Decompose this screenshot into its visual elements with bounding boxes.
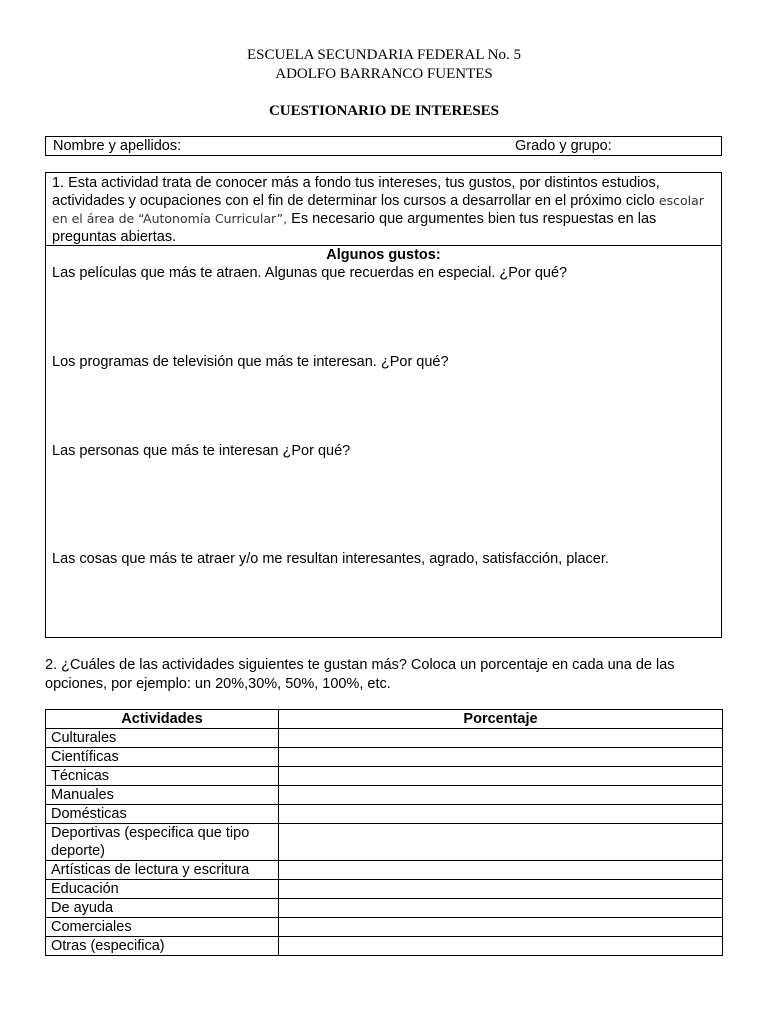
activity-label: Culturales: [46, 729, 279, 748]
prompt-tv-programs: Los programas de televisión que más te interesan. ¿Por qué?: [52, 354, 449, 370]
grade-label: Grado y grupo:: [515, 138, 612, 154]
name-label: Nombre y apellidos:: [53, 138, 182, 154]
question1-answers-box: [45, 245, 722, 638]
table-row: [46, 899, 723, 918]
activity-label: Comerciales: [46, 918, 279, 937]
percentage-cell[interactable]: [279, 937, 723, 956]
school-line: ESCUELA SECUNDARIA FEDERAL No. 5: [246, 47, 522, 63]
prompt-people: Las personas que más te interesan ¿Por qué?: [52, 443, 351, 459]
activity-label: Domésticas: [46, 805, 279, 824]
percentage-cell[interactable]: [279, 918, 723, 937]
percentage-cell[interactable]: [279, 729, 723, 748]
percentage-cell[interactable]: [279, 824, 723, 861]
table-row: [46, 824, 723, 861]
percentage-cell[interactable]: [279, 786, 723, 805]
question1-intro-part2: escolar en el área de “Autonomía Curricular”,: [52, 193, 704, 226]
activity-label: Educación: [46, 880, 279, 899]
activity-label: Manuales: [46, 786, 279, 805]
question1-intro-part3: Es necesario que argumentes bien tus respuestas en las preguntas abiertas.: [52, 211, 657, 245]
percentage-cell[interactable]: [279, 805, 723, 824]
table-row: [46, 767, 723, 786]
section-title: Algunos gustos:: [326, 247, 441, 263]
activities-table: [45, 709, 723, 956]
activity-label: Otras (especifica): [46, 937, 279, 956]
table-row: [46, 805, 723, 824]
question2-text: 2. ¿Cuáles de las actividades siguientes te gustan más? Coloca un porcentaje en cada una de las opciones, por ejemplo: un 20%,30%, 50%, 100%, etc.: [45, 657, 675, 692]
table-row: [46, 748, 723, 767]
table-row: [46, 937, 723, 956]
table-row: [46, 861, 723, 880]
percentage-cell[interactable]: [279, 767, 723, 786]
table-row: [46, 786, 723, 805]
table-header-row: [46, 710, 723, 729]
activity-label: Artísticas de lectura y escritura: [46, 861, 279, 880]
school-name: ADOLFO BARRANCO FUENTES: [275, 66, 493, 82]
student-info-box: [45, 136, 722, 156]
table-row: [46, 880, 723, 899]
header-activities: Actividades: [46, 710, 279, 729]
table-row: [46, 918, 723, 937]
percentage-cell[interactable]: [279, 899, 723, 918]
activity-label: De ayuda: [46, 899, 279, 918]
activity-label: Técnicas: [46, 767, 279, 786]
percentage-cell[interactable]: [279, 880, 723, 899]
activity-label: Científicas: [46, 748, 279, 767]
prompt-movies: Las películas que más te atraen. Algunas que recuerdas en especial. ¿Por qué?: [52, 265, 568, 281]
table-row: [46, 729, 723, 748]
page-title: CUESTIONARIO DE INTERESES: [268, 103, 500, 119]
header-percentage: Porcentaje: [279, 710, 723, 729]
question1-intro-part1: 1. Esta actividad trata de conocer más a fondo tus intereses, tus gustos, por distintos estudios, actividades y ocupaciones con el fin de determinar los cursos a desarrollar en el próximo ciclo: [52, 175, 660, 209]
percentage-cell[interactable]: [279, 748, 723, 767]
prompt-things: Las cosas que más te atraer y/o me resultan interesantes, agrado, satisfacción, placer.: [52, 551, 609, 567]
percentage-cell[interactable]: [279, 861, 723, 880]
question1-intro: [52, 174, 720, 246]
activity-label: Deportivas (especifica que tipo deporte): [46, 824, 279, 861]
